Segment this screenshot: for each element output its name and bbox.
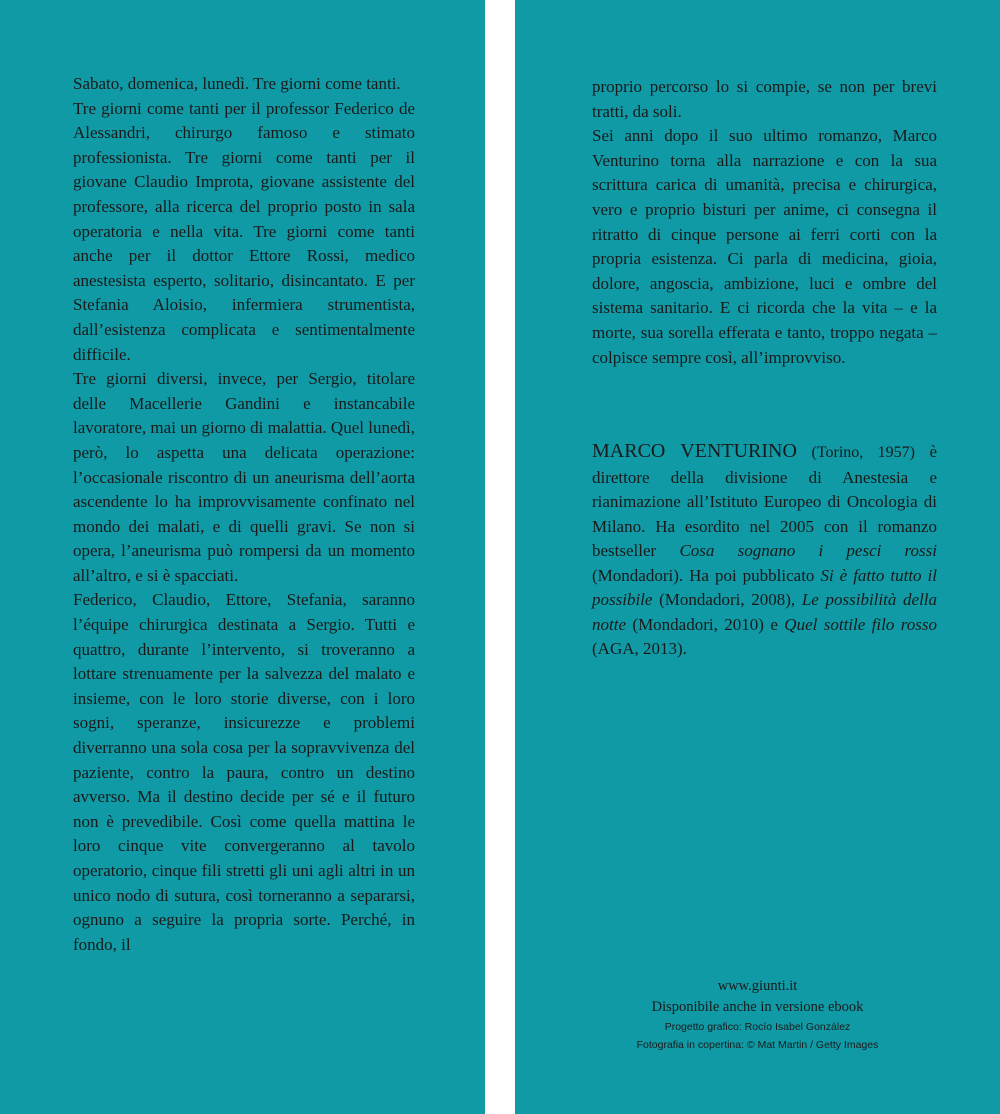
bio-text-1: è direttore della divisione di Anestesia e rianimazione all’Istituto Europeo di Oncologia di Milano. Ha esordito nel 2005 con il romanzo bestseller [592,442,938,561]
ebook-availability: Disponibile anche in versione ebook [651,999,864,1015]
synopsis-paragraph-1: Sabato, domenica, lunedì. Tre giorni come tanti. [73,74,401,93]
synopsis-continuation: proprio percorso lo si compie, se non per brevi tratti, da soli. [592,77,937,121]
publisher-website: www.giunti.it [717,978,798,994]
left-flap-panel [0,0,485,1114]
right-flap-panel [515,0,1000,1114]
bio-text-2: (Mondadori). Ha poi pubblicato [592,565,815,585]
bio-book-title-2: Si è fatto tutto il possibile [592,565,937,610]
synopsis-paragraph-4: Federico, Claudio, Ettore, Stefania, saranno l’équipe chirurgica destinata a Sergio. Tutti e quattro, durante l’intervento, si troveranno a lottare strenuamente per la salvezza del malato e insieme, con le loro storie diverse, con i loro sogni, speranze, insicurezze e problemi diverranno una sola cosa per la sopravvivenza del paziente, contro la paura, contro un destino avverso. Ma il destino decide per sé e il futuro non è prevedibile. Così come quella mattina le loro cinque vite convergeranno al tavolo operatorio, cinque fili stretti gli uni agli altri in un unico nodo di sutura, così torneranno a separarsi, ognuno a seguire la propria sorte. Perché, in fondo, il [73,590,415,954]
bio-text-5: (AGA, 2013). [592,639,687,659]
author-birth: (Torino, 1957) [811,444,915,462]
bio-text-3: (Mondadori, 2008), [659,590,796,610]
publisher-footer [515,976,1000,1054]
bio-text-4: (Mondadori, 2010) e [632,614,778,634]
bio-book-title-4: Quel sottile filo rosso [784,614,937,634]
bio-book-title-1: Cosa sognano i pesci rossi [679,541,938,561]
author-bio [592,439,937,662]
design-credit: Progetto grafico: Rocío Isabel González [664,1021,851,1033]
synopsis-paragraph-2: Tre giorni come tanti per il professor Federico de Alessandri, chirurgo famoso e stimato professionista. Tre giorni come tanti per il giovane Claudio Improta, giovane assistente del professore, alla ricerca del proprio posto in sala operatoria e nella vita. Tre giorni come tanti anche per il dottor Ettore Rossi, medico anestesista esperto, solitario, disincantato. E per Stefania Aloisio, infermiera strumentista, dall’esistenza complicata e sentimentalmente difficile. [73,98,415,364]
author-name: MARCO VENTURINO [592,440,797,463]
bio-book-title-3: Le possibilità della notte [592,590,938,634]
author-intro-paragraph: Sei anni dopo il suo ultimo romanzo, Marco Venturino torna alla narrazione e con la sua scrittura carica di umanità, precisa e chirurgica, vero e proprio bisturi per anime, ci consegna il ritratto di cinque persone ai ferri corti con la propria esistenza. Ci parla di medicina, gioia, dolore, angoscia, ambizione, luci e ombre del sistema sanitario. E ci ricorda che la vita – e la morte, sua sorella efferata e tanto, troppo negata – colpisce sempre così, all’improvviso. [592,126,937,367]
synopsis-paragraph-3: Tre giorni diversi, invece, per Sergio, titolare delle Macellerie Gandini e instancabile lavoratore, mai un giorno di malattia. Quel lunedì, però, lo aspetta una delicata operazione: l’occasionale riscontro di un aneurisma dell’aorta ascendente lo ha improvvisamente confinato nel mondo dei malati, e di quelli gravi. Se non si opera, l’aneurisma può rompersi da un momento all’altro, e si è spacciati. [73,369,415,585]
photo-credit: Fotografia in copertina: © Mat Martin / Getty Images [636,1039,879,1051]
